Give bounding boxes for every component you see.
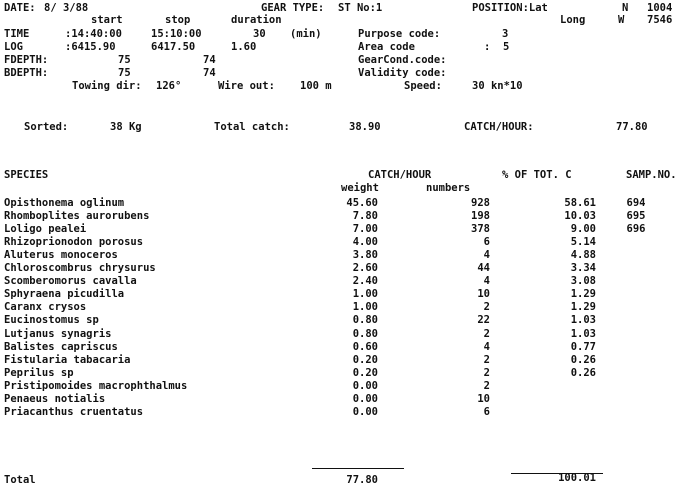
- catch-weight: 1.00: [352, 301, 378, 313]
- speed-value: 30 kn*10: [472, 80, 523, 92]
- percent-of-total: 1.29: [570, 288, 596, 300]
- catch-numbers: 2: [483, 367, 490, 379]
- catch-numbers: 2: [483, 328, 490, 340]
- percent-of-total: 3.34: [570, 262, 596, 274]
- total-catch-label: Total catch:: [214, 121, 290, 133]
- area-code-value: : 5: [484, 41, 510, 53]
- area-code-label: Area code: [358, 41, 415, 53]
- towing-dir-label: Towing dir:: [72, 80, 142, 92]
- bdepth-label: BDEPTH:: [4, 67, 49, 79]
- sample-number: 694: [626, 197, 646, 209]
- percent-of-total: 0.26: [570, 354, 596, 366]
- species-name: Chloroscombrus chrysurus: [4, 262, 156, 274]
- catch-numbers: 2: [483, 380, 490, 392]
- catch-numbers: 4: [483, 341, 490, 353]
- time-unit: (min): [290, 28, 322, 40]
- catch-weight: 0.00: [352, 406, 378, 418]
- purpose-code-value: 3: [502, 28, 509, 40]
- log-start: :6415.90: [65, 41, 116, 53]
- wire-out-label: Wire out:: [218, 80, 275, 92]
- catch-weight: 7.00: [352, 223, 378, 235]
- species-name: Rhomboplites aurorubens: [4, 210, 150, 222]
- catch-per-hour-label: CATCH/HOUR:: [464, 121, 534, 133]
- species-name: Scomberomorus cavalla: [4, 275, 137, 287]
- gear-type-label: GEAR TYPE:: [261, 2, 325, 14]
- catch-numbers: 198: [471, 210, 490, 222]
- col-start-label: start: [91, 14, 123, 26]
- sorted-value: 38 Kg: [110, 121, 142, 133]
- species-name: Rhizoprionodon porosus: [4, 236, 144, 248]
- percent-of-total: 0.77: [570, 341, 596, 353]
- species-name: Aluterus monoceros: [4, 249, 118, 261]
- bdepth-stop: 74: [203, 67, 216, 79]
- catch-weight: 0.00: [352, 380, 378, 392]
- percent-of-total-column-header: % OF TOT. C: [502, 169, 572, 181]
- sample-number-column-header: SAMP.NO.: [626, 169, 677, 181]
- percent-of-total: 4.88: [570, 249, 596, 261]
- catch-numbers: 44: [477, 262, 490, 274]
- catch-numbers: 4: [483, 275, 490, 287]
- catch-weight: 4.00: [352, 236, 378, 248]
- catch-weight: 0.60: [352, 341, 378, 353]
- position-label: POSITION:Lat: [472, 2, 548, 14]
- species-name: Eucinostomus sp: [4, 314, 99, 326]
- catch-weight: 0.80: [352, 328, 378, 340]
- catch-weight: 3.80: [352, 249, 378, 261]
- species-name: Lutjanus synagris: [4, 328, 112, 340]
- catch-per-hour-value: 77.80: [616, 121, 648, 133]
- long-direction: W: [618, 14, 625, 26]
- log-label: LOG: [4, 41, 23, 53]
- fdepth-start: 75: [118, 54, 131, 66]
- percent-of-total: 1.03: [570, 314, 596, 326]
- long-value: 7546: [647, 14, 673, 26]
- species-column-header: SPECIES: [4, 169, 49, 181]
- catch-per-hour-column-header: CATCH/HOUR: [368, 169, 432, 181]
- species-name: Balistes capriscus: [4, 341, 118, 353]
- species-name: Caranx crysos: [4, 301, 87, 313]
- species-name: Loligo pealei: [4, 223, 87, 235]
- log-stop: 6417.50: [151, 41, 196, 53]
- catch-numbers: 6: [483, 406, 490, 418]
- col-stop-label: stop: [165, 14, 191, 26]
- towing-dir-value: 126°: [156, 80, 182, 92]
- species-name: Peprilus sp: [4, 367, 74, 379]
- purpose-code-label: Purpose code:: [358, 28, 441, 40]
- date-label: DATE:: [4, 2, 36, 14]
- percent-of-total: 10.03: [564, 210, 596, 222]
- total-catch-value: 38.90: [349, 121, 381, 133]
- percent-of-total: 1.03: [570, 328, 596, 340]
- gear-type-value: ST No:1: [338, 2, 383, 14]
- bdepth-start: 75: [118, 67, 131, 79]
- catch-numbers: 10: [477, 288, 490, 300]
- time-start: :14:40:00: [65, 28, 122, 40]
- weight-column-header: weight: [341, 182, 379, 194]
- catch-numbers: 2: [483, 301, 490, 313]
- sample-number: 696: [626, 223, 646, 235]
- gearcond-code-label: GearCond.code:: [358, 54, 447, 66]
- species-name: Sphyraena picudilla: [4, 288, 125, 300]
- date-value: 8/ 3/88: [44, 2, 89, 14]
- log-duration: 1.60: [231, 41, 257, 53]
- weight-total-rule: [312, 468, 404, 469]
- sorted-label: Sorted:: [24, 121, 69, 133]
- percent-of-total: 1.29: [570, 301, 596, 313]
- catch-numbers: 22: [477, 314, 490, 326]
- catch-weight: 1.00: [352, 288, 378, 300]
- percent-of-total: 9.00: [570, 223, 596, 235]
- time-duration: 30: [253, 28, 266, 40]
- catch-weight: 45.60: [346, 197, 378, 209]
- validity-code-label: Validity code:: [358, 67, 447, 79]
- long-label: Long: [560, 14, 586, 26]
- percent-of-total: 3.08: [570, 275, 596, 287]
- time-stop: 15:10:00: [151, 28, 202, 40]
- catch-numbers: 10: [477, 393, 490, 405]
- catch-weight: 0.20: [352, 354, 378, 366]
- total-weight: 77.80: [346, 474, 378, 486]
- col-duration-label: duration: [231, 14, 282, 26]
- catch-numbers: 378: [471, 223, 490, 235]
- catch-weight: 7.80: [352, 210, 378, 222]
- catch-weight: 0.00: [352, 393, 378, 405]
- catch-weight: 2.40: [352, 275, 378, 287]
- lat-value: 1004: [647, 2, 673, 14]
- percent-of-total: 5.14: [570, 236, 596, 248]
- catch-weight: 0.20: [352, 367, 378, 379]
- catch-weight: 0.80: [352, 314, 378, 326]
- time-label: TIME: [4, 28, 30, 40]
- fdepth-stop: 74: [203, 54, 216, 66]
- numbers-column-header: numbers: [426, 182, 471, 194]
- catch-numbers: 2: [483, 354, 490, 366]
- species-name: Fistularia tabacaria: [4, 354, 131, 366]
- catch-numbers: 4: [483, 249, 490, 261]
- lat-direction: N: [622, 2, 629, 14]
- percent-of-total: 0.26: [570, 367, 596, 379]
- fdepth-label: FDEPTH:: [4, 54, 49, 66]
- total-label: Total: [4, 474, 36, 486]
- catch-numbers: 6: [483, 236, 490, 248]
- percent-of-total: 58.61: [564, 197, 596, 209]
- wire-out-value: 100 m: [300, 80, 332, 92]
- catch-numbers: 928: [471, 197, 490, 209]
- speed-label: Speed:: [404, 80, 442, 92]
- sample-number: 695: [626, 210, 646, 222]
- species-name: Priacanthus cruentatus: [4, 406, 144, 418]
- total-percent: 100.01: [558, 472, 596, 484]
- species-name: Pristipomoides macrophthalmus: [4, 380, 188, 392]
- species-name: Penaeus notialis: [4, 393, 106, 405]
- species-name: Opisthonema oglinum: [4, 197, 125, 209]
- catch-weight: 2.60: [352, 262, 378, 274]
